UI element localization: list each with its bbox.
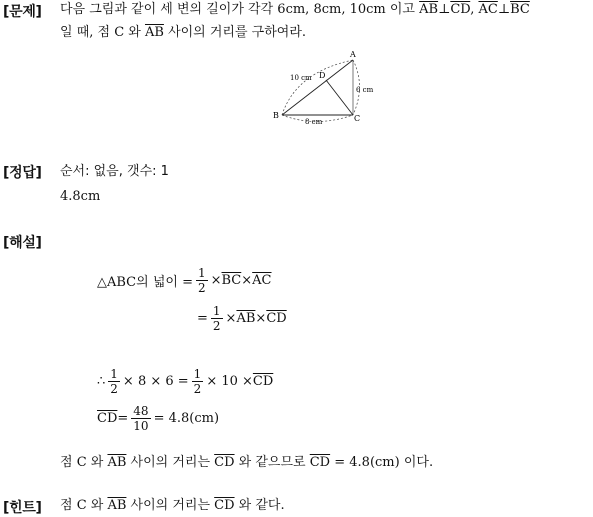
equation-2 <box>197 304 287 333</box>
segment-ab: $\overline{AB}$ <box>419 2 439 17</box>
fraction-half <box>192 367 204 396</box>
denominator: 2 <box>110 382 118 396</box>
perp-symbol: ⊥ <box>497 2 511 17</box>
length-ac-label: 6 cm <box>356 86 374 94</box>
numerator: 1 <box>197 266 206 280</box>
times-symbol: × <box>210 273 222 288</box>
denominator: 2 <box>212 319 221 333</box>
numerator: 1 <box>193 367 202 381</box>
segment-cd: $\overline{CD}$ <box>450 2 471 17</box>
point-d-label: D <box>319 71 326 80</box>
numerator: 1 <box>212 304 221 318</box>
side-ab <box>282 60 353 115</box>
conclusion-text-d: = 4.8(cm) 이다. <box>330 455 434 470</box>
explanation-label: [해설] <box>3 235 42 251</box>
hint-text-c: 와 같다. <box>234 498 285 513</box>
segment-ab: $\overline{AB}$ <box>236 311 256 326</box>
vertex-c-label: C <box>354 114 361 123</box>
perp-symbol: ⊥ <box>438 2 451 17</box>
fraction-half <box>211 304 223 333</box>
answer-label: [정답] <box>3 165 42 181</box>
denominator: 2 <box>193 382 202 396</box>
numerator: 48 <box>133 404 149 418</box>
product-text: × 8 × 6 = <box>122 374 189 389</box>
segment-cd: $\overline{CD}$ <box>97 411 118 426</box>
problem-line-2 <box>60 24 306 42</box>
equals-sign: = <box>117 411 129 426</box>
segment-cd: $\overline{CD}$ <box>309 455 331 470</box>
conclusion-text-b: 사이의 거리는 <box>126 455 215 470</box>
segment-cd: $\overline{CD}$ <box>214 455 235 470</box>
segment-ab: $\overline{AB}$ <box>107 455 127 470</box>
conclusion-text-c: 와 같으므로 <box>234 455 310 470</box>
area-text: △ABC의 넓이 = <box>97 275 193 290</box>
denominator: 10 <box>133 419 149 433</box>
segment-cd: $\overline{CD}$ <box>252 374 274 389</box>
segment-ac: $\overline{AC}$ <box>478 2 498 17</box>
conclusion-text-a: 점 C 와 <box>60 455 108 470</box>
denominator: 2 <box>197 281 206 295</box>
fraction-half <box>108 367 120 396</box>
hint-text-b: 사이의 거리는 <box>126 498 215 513</box>
answer-meta: 순서: 없음, 갯수: 1 <box>60 164 169 179</box>
result-text: = 4.8(cm) <box>153 411 220 426</box>
equation-3 <box>97 367 273 396</box>
problem-text-a: 다음 그림과 같이 세 변의 길이가 각각 6cm, 8cm, 10cm 이고 <box>60 2 420 17</box>
segment-bc: $\overline{BC}$ <box>510 2 530 17</box>
equals-sign: = <box>197 311 208 326</box>
vertex-a-label: A <box>350 50 356 59</box>
problem-text-c: 사이의 거리를 구하여라. <box>163 25 307 40</box>
times-symbol: × <box>225 311 237 326</box>
segment-cd: $\overline{CD}$ <box>266 311 287 326</box>
hint-text-a: 점 C 와 <box>60 498 108 513</box>
explanation-conclusion <box>60 454 433 472</box>
fraction-48-10 <box>131 404 150 433</box>
hint-label: [힌트] <box>3 500 42 516</box>
length-bc-label: 8 cm <box>305 118 323 126</box>
hint-text <box>60 497 285 515</box>
segment-cd-line <box>326 80 353 115</box>
fraction-half <box>196 266 208 295</box>
triangle-figure <box>266 46 382 128</box>
problem-line-1 <box>60 1 530 19</box>
equation-1 <box>97 266 272 295</box>
comma: , <box>470 2 479 17</box>
therefore-symbol: ∴ <box>97 374 106 389</box>
equation-4 <box>97 404 219 433</box>
problem-text-b: 일 때, 점 C 와 <box>60 25 145 40</box>
length-ab-label: 10 cm <box>290 74 312 82</box>
segment-cd: $\overline{CD}$ <box>214 498 235 513</box>
times-symbol: × <box>241 273 253 288</box>
times-symbol: × <box>255 311 267 326</box>
segment-ab: $\overline{AB}$ <box>144 25 164 40</box>
segment-ac: $\overline{AC}$ <box>252 273 272 288</box>
answer-value: 4.8cm <box>60 189 101 204</box>
product-text-2: × 10 × <box>206 374 253 389</box>
numerator: 1 <box>110 367 118 381</box>
segment-bc: $\overline{BC}$ <box>221 273 242 288</box>
problem-label: [문제] <box>3 4 42 20</box>
segment-ab: $\overline{AB}$ <box>107 498 127 513</box>
vertex-b-label: B <box>273 111 279 120</box>
